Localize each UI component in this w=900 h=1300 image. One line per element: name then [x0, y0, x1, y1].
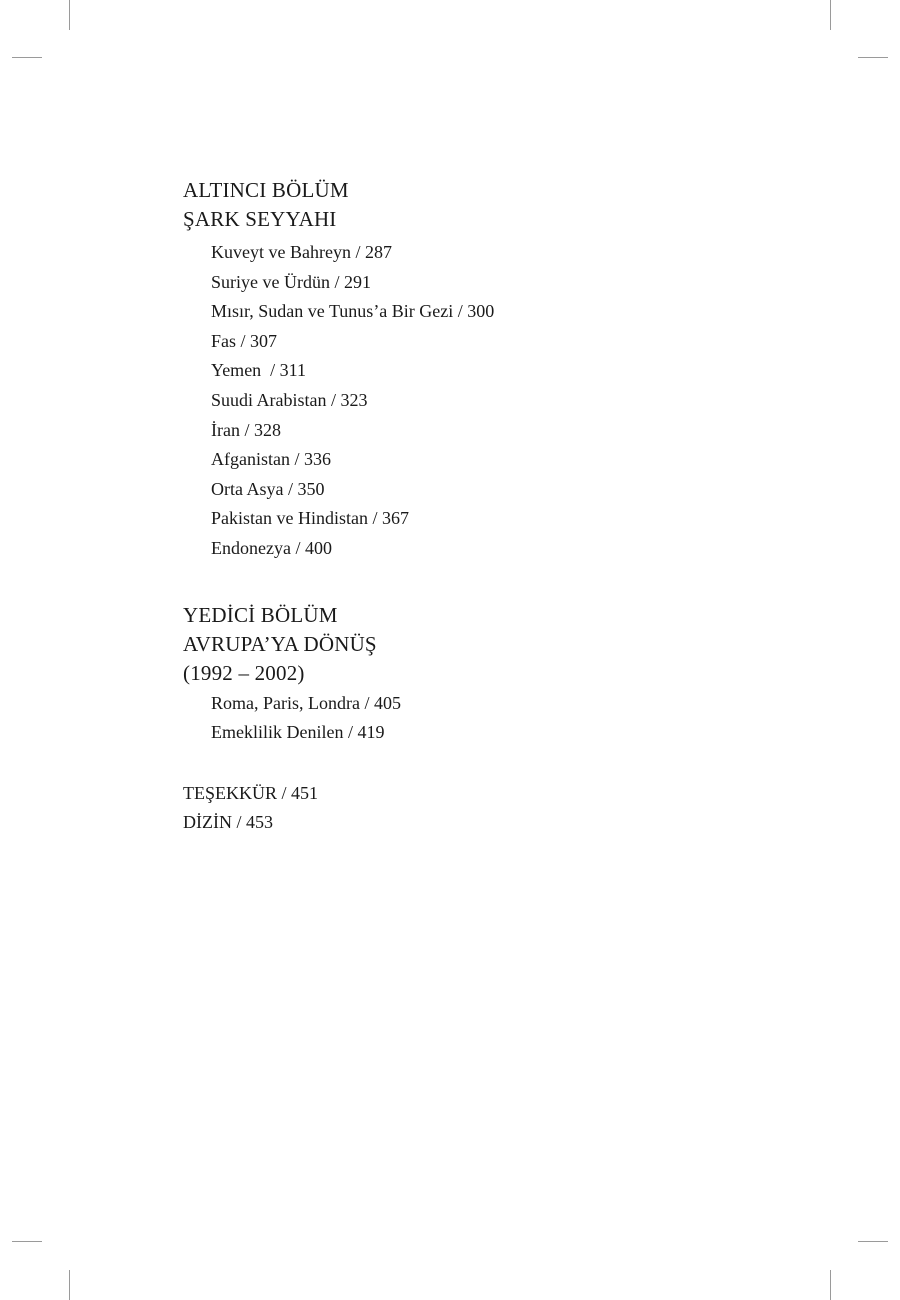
chapter-subtitle-line: ŞARK SEYYAHI — [183, 207, 337, 231]
toc-entry: Orta Asya / 350 — [211, 478, 325, 499]
toc-entry: Suriye ve Ürdün / 291 — [211, 271, 371, 292]
chapter-entries — [183, 689, 743, 748]
crop-mark-bottom-left-vertical — [69, 1270, 70, 1300]
chapter-title-line: YEDİCİ BÖLÜM — [183, 602, 338, 627]
crop-mark-bottom-right-horizontal — [858, 1241, 888, 1242]
toc-entry: Pakistan ve Hindistan / 367 — [211, 508, 409, 529]
toc-entry: Afganistan / 336 — [211, 449, 331, 470]
toc-entry: Endonezya / 400 — [211, 537, 332, 558]
crop-mark-bottom-left-horizontal — [12, 1241, 42, 1242]
chapter-entries — [183, 238, 743, 564]
chapter-six-section — [183, 176, 743, 564]
chapter-subtitle-line: AVRUPA’YA DÖNÜŞ — [183, 631, 377, 656]
toc-entry: İran / 328 — [211, 419, 281, 440]
toc-entry: Mısır, Sudan ve Tunus’a Bir Gezi / 300 — [211, 301, 495, 322]
toc-entry: Suudi Arabistan / 323 — [211, 389, 368, 410]
acknowledgements-entry: TEŞEKKÜR / 451 — [183, 782, 318, 803]
chapter-date-range: (1992 – 2002) — [183, 660, 305, 685]
crop-mark-top-left-vertical — [69, 0, 70, 30]
toc-entry: Fas / 307 — [211, 330, 278, 351]
crop-mark-top-right-vertical — [830, 0, 831, 30]
crop-mark-top-right-horizontal — [858, 57, 888, 58]
backmatter-list — [183, 779, 743, 838]
toc-entry: Roma, Paris, Londra / 405 — [211, 692, 401, 713]
toc-entry: Yemen / 311 — [211, 360, 307, 381]
toc-entry: Kuveyt ve Bahreyn / 287 — [211, 242, 392, 262]
index-entry: DİZİN / 453 — [183, 812, 273, 833]
chapter-seven-section — [183, 601, 743, 748]
toc-entry: Emeklilik Denilen / 419 — [211, 722, 385, 743]
crop-mark-bottom-right-vertical — [830, 1270, 831, 1300]
chapter-title-line: ALTINCI BÖLÜM — [183, 178, 349, 202]
crop-mark-top-left-horizontal — [12, 57, 42, 58]
table-of-contents — [183, 176, 743, 838]
